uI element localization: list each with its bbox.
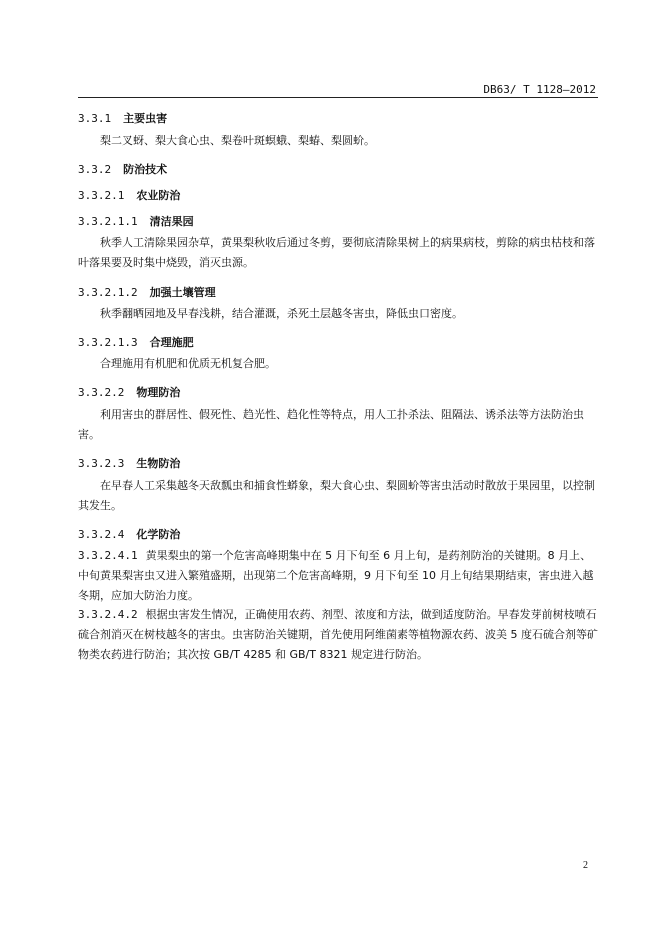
heading-3-3-1: 3.3.1 主要虫害 xyxy=(78,112,168,125)
paragraph-soil-management: 秋季翻晒园地及早春浅耕，结合灌溉，杀死土层越冬害虫，降低虫口密度。 xyxy=(100,307,463,320)
heading-3-3-2-1-3: 3.3.2.1.3 合理施肥 xyxy=(78,336,194,349)
paragraph-chemical-3-3-2-4-2: 3.3.2.4.2 根据虫害发生情况，正确使用农药、剂型、浓度和方法，做到适度防治。早春发芽前树枝喷石硫合剂消灭在树枝越冬的害虫。虫害防治关键期，首先使用阿维菌素等植物源农药、波美 5 度石硫合剂等矿物类农药进行防治；其次按 GB/T 4285 和 GB/T 8321 规定进行防治。 xyxy=(78,608,598,661)
heading-3-3-2-1: 3.3.2.1 农业防治 xyxy=(78,189,181,202)
page-number: 2 xyxy=(583,860,588,871)
heading-3-3-2-1-1: 3.3.2.1.1 清洁果园 xyxy=(78,215,194,228)
paragraph-clean-orchard: 秋季人工清除果园杂草，黄果梨秋收后通过冬剪，要彻底清除果树上的病果病枝，剪除的病虫枯枝和落叶落果要及时集中烧毁，消灭虫源。 xyxy=(78,236,595,269)
heading-3-3-2-4: 3.3.2.4 化学防治 xyxy=(78,528,181,541)
paragraph-pests: 梨二叉蚜、梨大食心虫、梨卷叶斑螟蛾、梨蝽、梨圆蚧。 xyxy=(100,134,375,147)
paragraph-physical-control: 利用害虫的群居性、假死性、趋光性、趋化性等特点，用人工扑杀法、阻隔法、诱杀法等方法防治虫害。 xyxy=(78,408,584,441)
heading-3-3-2-2: 3.3.2.2 物理防治 xyxy=(78,386,181,399)
header-rule xyxy=(78,97,598,98)
standard-code: DB63/ T 1128—2012 xyxy=(483,83,596,96)
paragraph-fertilization: 合理施用有机肥和优质无机复合肥。 xyxy=(100,357,276,370)
paragraph-chemical-3-3-2-4-1: 3.3.2.4.1 黄果梨虫的第一个危害高峰期集中在 5 月下旬至 6 月上旬，是药剂防治的关键期。8 月上、中旬黄果梨害虫又进入繁殖盛期，出现第二个危害高峰期，9 月下旬至 10 月上旬结果期结束，害虫进入越冬期，应加大防治力度。 xyxy=(78,549,594,602)
heading-3-3-2-3: 3.3.2.3 生物防治 xyxy=(78,457,181,470)
heading-3-3-2-1-2: 3.3.2.1.2 加强土壤管理 xyxy=(78,286,216,299)
heading-3-3-2: 3.3.2 防治技术 xyxy=(78,163,168,176)
paragraph-biological-control: 在早春人工采集越冬天敌瓢虫和捕食性蟒象，梨大食心虫、梨圆蚧等害虫活动时散放于果园里，以控制其发生。 xyxy=(78,479,595,512)
